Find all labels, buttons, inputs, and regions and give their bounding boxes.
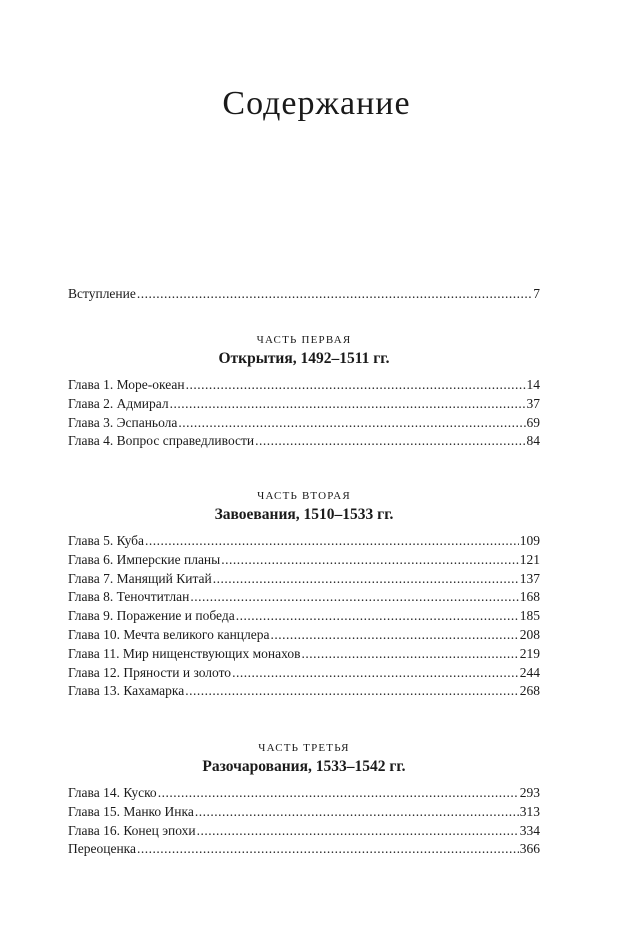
toc-entry-label: Вступление bbox=[68, 286, 136, 301]
dot-leader bbox=[185, 682, 518, 701]
dot-leader bbox=[213, 570, 519, 589]
toc-intro bbox=[68, 285, 540, 304]
dot-leader bbox=[158, 784, 519, 803]
part-title: Завоевания, 1510–1533 гг. bbox=[214, 506, 394, 523]
dot-leader bbox=[221, 551, 519, 570]
toc-entry-intro[interactable] bbox=[68, 285, 540, 304]
toc-entry-label: Глава 7. Манящий Китай bbox=[68, 570, 212, 586]
toc-entry-page: 244 bbox=[519, 664, 540, 680]
toc-entry[interactable] bbox=[68, 570, 540, 589]
dot-leader bbox=[186, 376, 526, 395]
toc-entry-label: Переоценка bbox=[68, 841, 137, 857]
toc-entry[interactable] bbox=[68, 432, 540, 451]
page-title: Содержание bbox=[222, 85, 411, 122]
part-header: ЧАСТЬ ПЕРВАЯ bbox=[256, 334, 352, 346]
dot-leader bbox=[232, 664, 519, 683]
toc-entry[interactable] bbox=[68, 626, 540, 645]
dot-leader bbox=[271, 626, 519, 645]
toc-entry-label: Глава 5. Куба bbox=[68, 533, 145, 548]
dot-leader bbox=[170, 395, 526, 414]
toc-entry-label: Глава 14. Куско bbox=[68, 785, 157, 800]
toc-entry-page: 208 bbox=[519, 626, 540, 642]
toc-entry-page: 121 bbox=[519, 551, 540, 567]
toc-entry[interactable] bbox=[68, 551, 540, 570]
dot-leader bbox=[190, 588, 518, 607]
toc-entry-label: Глава 12. Пряности и золото bbox=[68, 664, 232, 680]
dot-leader bbox=[255, 432, 525, 451]
toc-entry-label: Глава 1. Море-океан bbox=[68, 377, 185, 392]
toc-entry-label: Глава 3. Эспаньола bbox=[68, 414, 178, 430]
toc-entry[interactable] bbox=[68, 395, 540, 414]
toc-entry-page: 334 bbox=[519, 822, 540, 838]
chapter-list bbox=[68, 376, 540, 451]
dot-leader bbox=[137, 285, 532, 304]
toc-entry[interactable] bbox=[68, 588, 540, 607]
toc-entry-page: 219 bbox=[519, 645, 540, 661]
toc-entry-page: 185 bbox=[519, 608, 540, 624]
toc-entry-label: Глава 15. Манко Инка bbox=[68, 803, 194, 819]
toc-entry[interactable] bbox=[68, 664, 540, 683]
toc-entry-label: Глава 8. Теночтитлан bbox=[68, 589, 190, 605]
toc-entry[interactable] bbox=[68, 645, 540, 664]
toc-entry-page: 69 bbox=[526, 414, 540, 430]
toc-entry-label: Глава 10. Мечта великого канцлера bbox=[68, 626, 270, 642]
toc-entry-label: Глава 11. Мир нищенствующих монахов bbox=[68, 645, 301, 661]
toc-entry-page: 84 bbox=[526, 433, 540, 449]
toc-entry-label: Глава 13. Кахамарка bbox=[68, 683, 185, 699]
chapter-list bbox=[68, 784, 540, 859]
dot-leader bbox=[178, 414, 525, 433]
toc-entry-page: 366 bbox=[519, 841, 540, 857]
toc-entry-page: 137 bbox=[519, 570, 540, 586]
dot-leader bbox=[145, 532, 519, 551]
part-title: Открытия, 1492–1511 гг. bbox=[218, 350, 390, 367]
dot-leader bbox=[137, 840, 519, 859]
toc-entry-page: 313 bbox=[519, 803, 540, 819]
toc-entry[interactable] bbox=[68, 532, 540, 551]
toc-entry-page: 168 bbox=[519, 589, 540, 605]
toc-entry-label: Глава 16. Конец эпохи bbox=[68, 822, 196, 838]
toc-part-2 bbox=[68, 488, 540, 701]
toc-entry[interactable] bbox=[68, 822, 540, 841]
toc-entry-page: 37 bbox=[526, 395, 540, 411]
part-header: ЧАСТЬ ВТОРАЯ bbox=[257, 490, 351, 502]
toc-entry[interactable] bbox=[68, 784, 540, 803]
toc-part-3 bbox=[68, 740, 540, 859]
toc-entry-page: 14 bbox=[526, 377, 540, 392]
toc-entry-label: Глава 2. Адмирал bbox=[68, 395, 169, 411]
dot-leader bbox=[195, 803, 519, 822]
toc-entry[interactable] bbox=[68, 414, 540, 433]
toc-entry[interactable] bbox=[68, 682, 540, 701]
toc-entry[interactable] bbox=[68, 840, 540, 859]
toc-entry-label: Глава 4. Вопрос справедливости bbox=[68, 433, 255, 449]
dot-leader bbox=[302, 645, 519, 664]
toc-entry[interactable] bbox=[68, 607, 540, 626]
toc-entry-page: 109 bbox=[519, 533, 540, 548]
dot-leader bbox=[236, 607, 519, 626]
toc-entry[interactable] bbox=[68, 376, 540, 395]
toc-part-1 bbox=[68, 332, 540, 451]
part-title: Разочарования, 1533–1542 гг. bbox=[202, 758, 406, 775]
toc-entry-label: Глава 9. Поражение и победа bbox=[68, 608, 235, 624]
toc-entry-page: 268 bbox=[519, 683, 540, 699]
toc-entry-label: Глава 6. Имперские планы bbox=[68, 551, 221, 567]
toc-entry-page: 7 bbox=[533, 286, 540, 301]
part-header: ЧАСТЬ ТРЕТЬЯ bbox=[258, 742, 350, 754]
toc-entry-page: 293 bbox=[519, 785, 540, 800]
chapter-list bbox=[68, 532, 540, 701]
dot-leader bbox=[197, 822, 519, 841]
toc-entry[interactable] bbox=[68, 803, 540, 822]
